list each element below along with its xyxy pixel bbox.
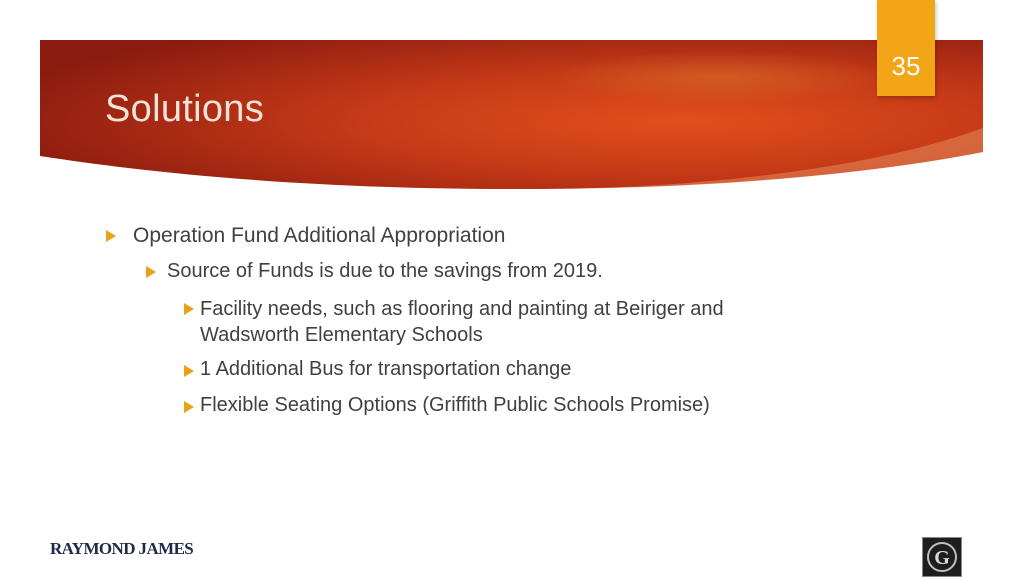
bullet-item	[184, 358, 571, 381]
triangle-right-icon	[184, 401, 194, 413]
logo-letter: G	[934, 547, 950, 569]
bullet-text: Flexible Seating Options (Griffith Public Schools Promise)	[200, 394, 710, 416]
bullet-item	[184, 296, 824, 348]
bullet-text: Source of Funds is due to the savings from 2019.	[167, 260, 603, 282]
bullet-text: Facility needs, such as flooring and painting at Beiriger and Wadsworth Elementary Schools	[200, 298, 724, 346]
bullet-item	[184, 394, 710, 417]
bullet-item	[146, 260, 603, 283]
page-number: 35	[891, 51, 921, 81]
g-logo-graphic	[923, 538, 961, 576]
griffith-g-logo-icon	[922, 537, 962, 577]
bullet-item	[106, 224, 505, 248]
raymond-james-logo: RAYMOND JAMES	[50, 539, 194, 558]
triangle-right-icon	[106, 230, 116, 242]
triangle-right-icon	[146, 266, 156, 278]
triangle-right-icon	[184, 303, 194, 315]
bullet-text: 1 Additional Bus for transportation change	[200, 358, 572, 380]
triangle-right-icon	[184, 365, 194, 377]
bullet-text: Operation Fund Additional Appropriation	[133, 224, 506, 247]
slide-title: Solutions	[105, 88, 265, 130]
page-number-badge	[877, 0, 935, 96]
